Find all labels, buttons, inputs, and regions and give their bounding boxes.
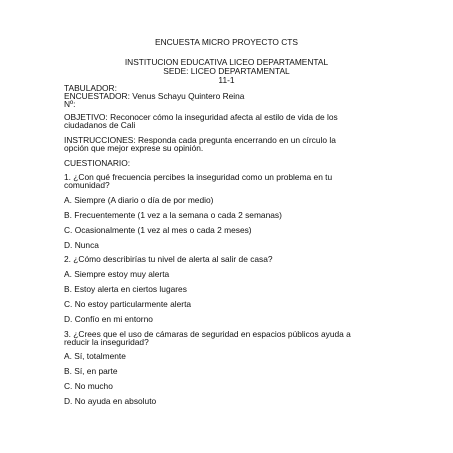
question-3-option-b[interactable]: B. Sí, en parte xyxy=(64,366,118,376)
survey-title: ENCUESTA MICRO PROYECTO CTS xyxy=(154,37,298,47)
question-1-option-d[interactable]: D. Nunca xyxy=(64,240,99,250)
question-1-line-1: 1. ¿Con qué frecuencia percibes la inseguridad como un problema en tu xyxy=(64,172,333,182)
institution-name: INSTITUCION EDUCATIVA LICEO DEPARTAMENTAL xyxy=(124,57,329,67)
question-3-line-1: 3. ¿Crees que el uso de cámaras de seguridad en espacios públicos ayuda a xyxy=(64,329,351,339)
instructions-line-2: opción que mejor exprese su opinión. xyxy=(64,143,204,153)
tabulator-label: TABULADOR: xyxy=(64,83,117,93)
question-1-line-2: comunidad? xyxy=(64,180,110,190)
question-2-option-d[interactable]: D. Confío en mi entorno xyxy=(64,314,153,324)
objective-line-2: ciudadanos de Cali xyxy=(64,120,136,130)
question-3-option-a[interactable]: A. Sí, totalmente xyxy=(64,351,126,361)
questionnaire-label: CUESTIONARIO: xyxy=(64,158,131,168)
question-2-option-c[interactable]: C. No estoy particularmente alerta xyxy=(64,299,192,309)
question-1-option-b[interactable]: B. Frecuentemente (1 vez a la semana o cada 2 semanas) xyxy=(64,210,282,220)
number-label: Nº: xyxy=(64,99,76,109)
question-1-option-a[interactable]: A. Siempre (A diario o día de por medio) xyxy=(64,195,214,205)
question-3-option-c[interactable]: C. No mucho xyxy=(64,381,113,391)
instructions-line-1: INSTRUCCIONES: Responda cada pregunta encerrando en un círculo la xyxy=(64,135,336,145)
grade-label: 11-1 xyxy=(218,75,235,85)
question-2-line-1: 2. ¿Cómo describirías tu nivel de alerta al salir de casa? xyxy=(64,254,273,264)
question-3-option-d[interactable]: D. No ayuda en absoluto xyxy=(64,396,157,406)
question-2-option-a[interactable]: A. Siempre estoy muy alerta xyxy=(64,269,170,279)
question-3-line-2: reducir la inseguridad? xyxy=(64,337,149,347)
campus-name: SEDE: LICEO DEPARTAMENTAL xyxy=(163,66,290,76)
surveyor-label: ENCUESTADOR: Venus Schayu Quintero Reina xyxy=(64,91,245,101)
objective-line-1: OBJETIVO: Reconocer cómo la inseguridad afecta al estilo de vida de los xyxy=(64,112,338,122)
question-2-option-b[interactable]: B. Estoy alerta en ciertos lugares xyxy=(64,284,187,294)
question-1-option-c[interactable]: C. Ocasionalmente (1 vez al mes o cada 2 meses) xyxy=(64,225,252,235)
